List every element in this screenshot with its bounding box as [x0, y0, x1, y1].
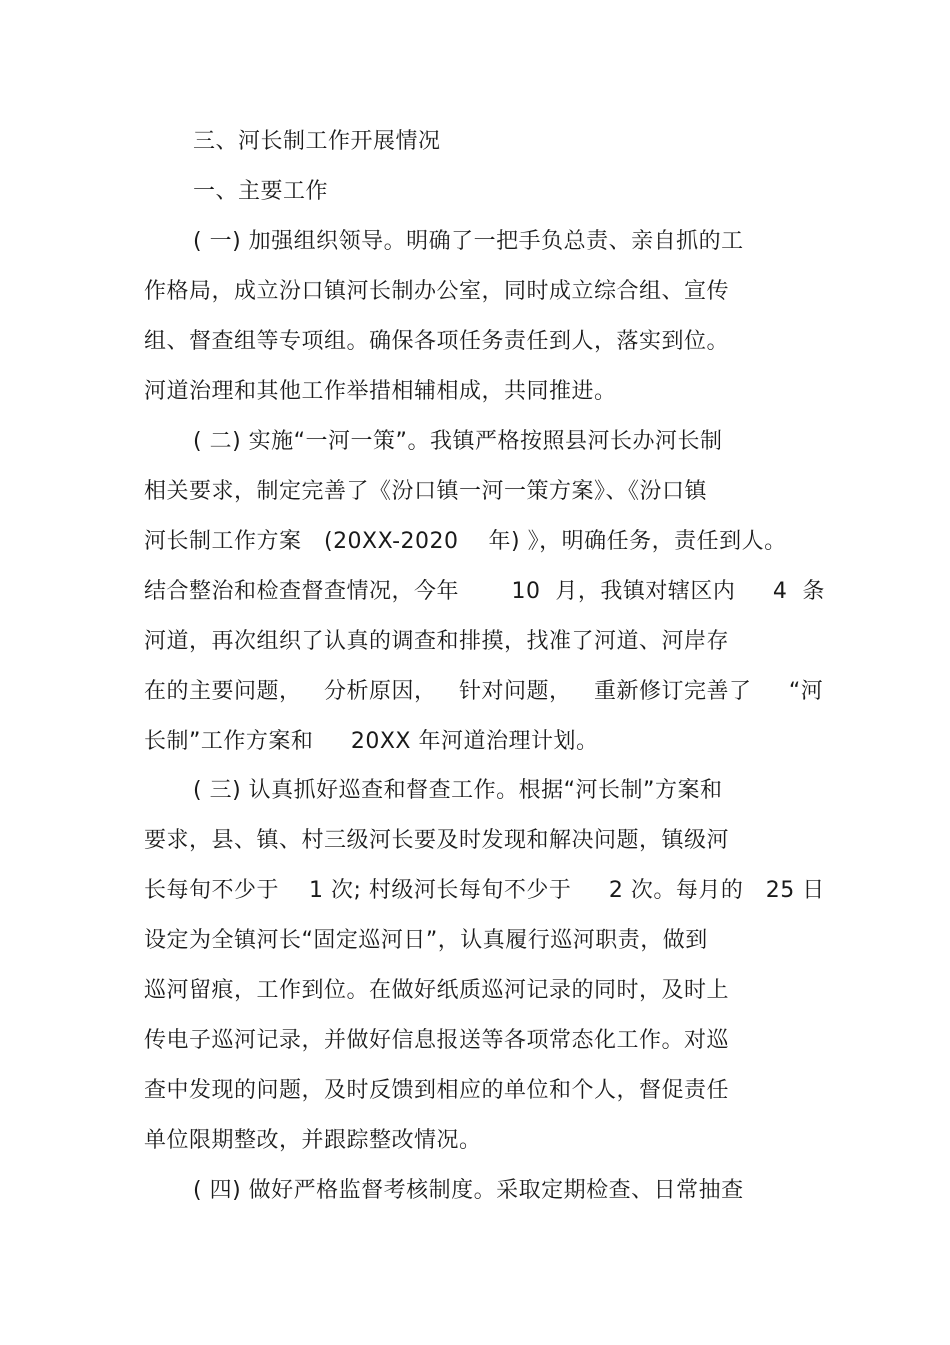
paragraph-3-line-1: ( 三) 认真抓好巡查和督查工作。根据“河长制”方案和 — [193, 778, 723, 803]
paragraph-3-line-5: 巡河留痕，工作到位。在做好纸质巡河记录的同时，及时上 — [144, 978, 730, 1003]
paragraph-3-line-8: 单位限期整改，并跟踪整改情况。 — [144, 1128, 482, 1153]
paragraph-2-line-1: ( 二) 实施“一河一策”。我镇严格按照县河长办河长制 — [193, 429, 723, 454]
paragraph-2-line-3: 河长制工作方案 (20XX-2020 年) 》，明确任务，责任到人。 — [144, 529, 787, 554]
paragraph-1-line-4: 河道治理和其他工作举措相辅相成，共同推进。 — [144, 379, 617, 404]
paragraph-3-line-4: 设定为全镇河长“固定巡河日”，认真履行巡河职责，做到 — [144, 928, 708, 953]
paragraph-2-line-6: 在的主要问题， 分析原因， 针对问题， 重新修订完善了 “河 — [144, 679, 824, 704]
paragraph-2-line-7: 长制”工作方案和 20XX 年河道治理计划。 — [144, 729, 599, 754]
paragraph-1-line-3: 组、督查组等专项组。确保各项任务责任到人，落实到位。 — [144, 329, 730, 354]
subsection-heading: 一、主要工作 — [193, 179, 329, 204]
paragraph-2-line-4: 结合整治和检查督查情况，今年 10 月，我镇对辖区内 4 条 — [144, 579, 825, 604]
paragraph-1-line-2: 作格局，成立汾口镇河长制办公室，同时成立综合组、宣传 — [144, 279, 730, 304]
paragraph-3-line-2: 要求，县、镇、村三级河长要及时发现和解决问题，镇级河 — [144, 828, 730, 853]
paragraph-3-line-6: 传电子巡河记录，并做好信息报送等各项常态化工作。对巡 — [144, 1028, 730, 1053]
paragraph-1-line-1: ( 一) 加强组织领导。明确了一把手负总责、亲自抓的工 — [193, 229, 744, 254]
paragraph-2-line-5: 河道，再次组织了认真的调查和排摸，找准了河道、河岸存 — [144, 629, 730, 654]
paragraph-4-line-1: ( 四) 做好严格监督考核制度。采取定期检查、日常抽查 — [193, 1178, 744, 1203]
paragraph-3-line-7: 查中发现的问题，及时反馈到相应的单位和个人，督促责任 — [144, 1078, 730, 1103]
paragraph-2-line-2: 相关要求，制定完善了《汾口镇一河一策方案》、《汾口镇 — [144, 479, 708, 504]
paragraph-3-line-3: 长每旬不少于 1 次; 村级河长每旬不少于 2 次。每月的 25 日 — [144, 878, 825, 903]
section-heading: 三、河长制工作开展情况 — [193, 129, 441, 154]
